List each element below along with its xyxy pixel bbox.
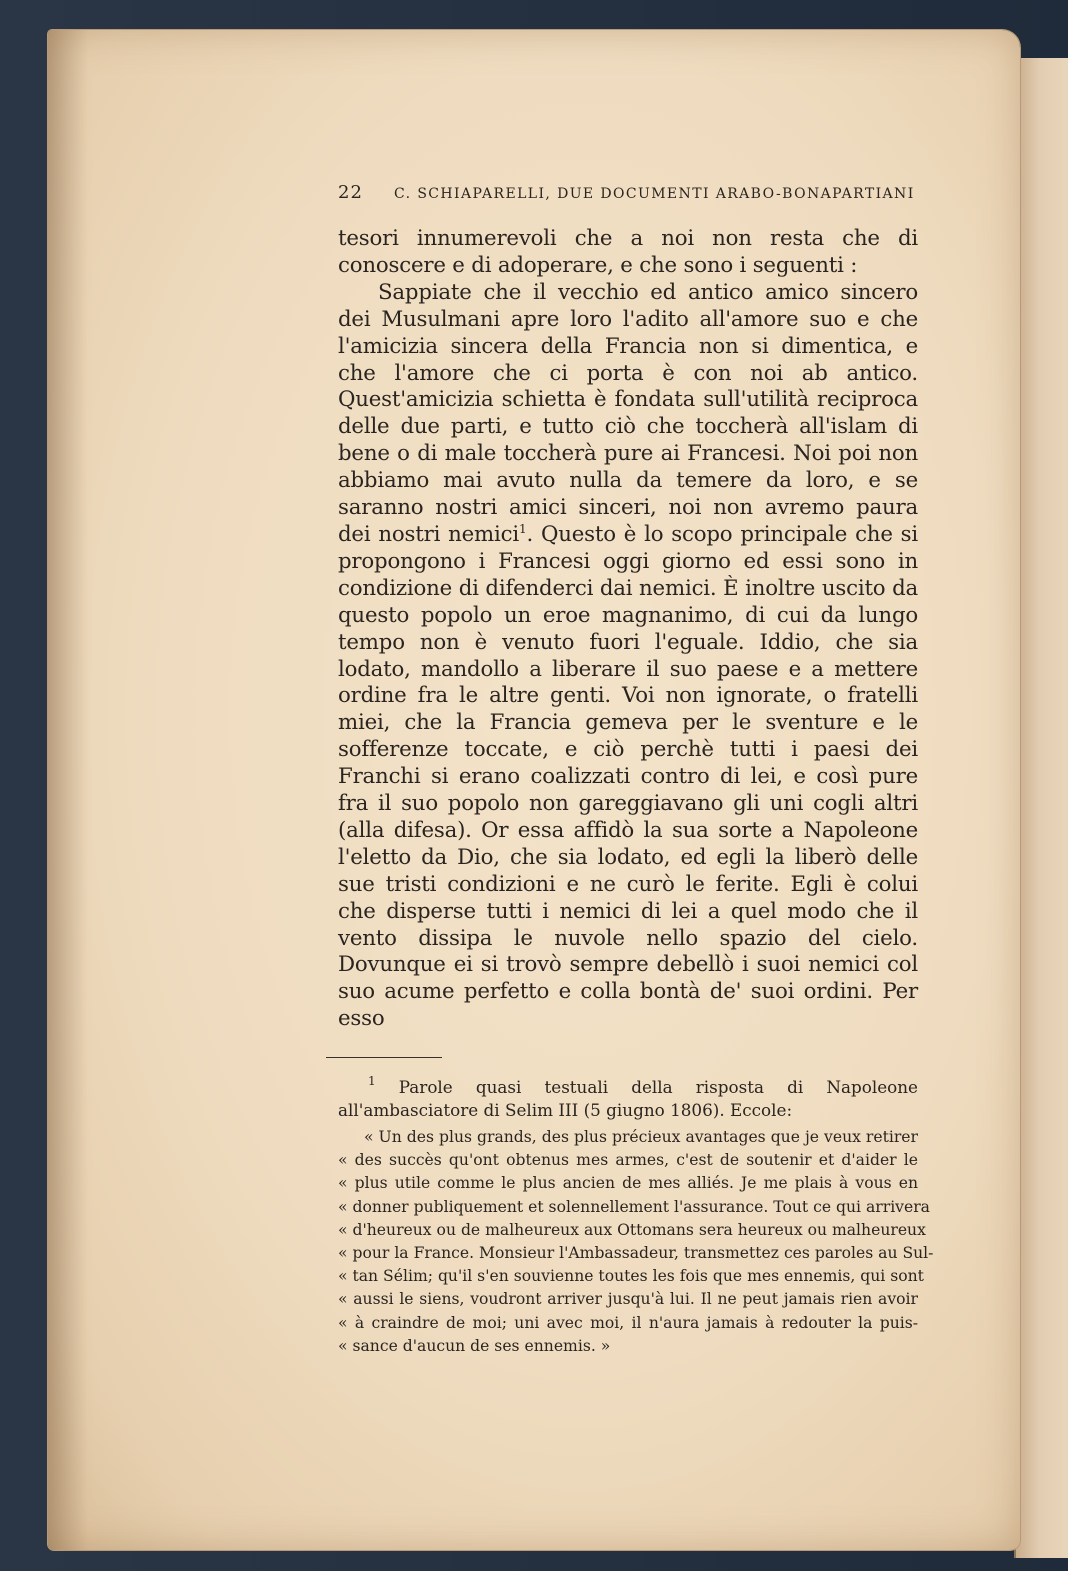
paragraph-continuation: tesori innumerevoli che a noi non resta che di conoscere e di adoperare, e che sono i seguenti : [338,226,918,278]
page-text-block [338,182,934,1358]
quote-line: « à craindre de moi; uni avec moi, il n'aura jamais à redouter la puis- [338,1313,918,1332]
running-title: C. SCHIAPARELLI, DUE DOCUMENTI ARABO-BONAPARTIANI [394,186,915,202]
footnote-marker: 1 [368,1074,376,1089]
footnote-intro [338,1076,918,1121]
quote-line: « sance d'aucun de ses ennemis. » [338,1336,611,1355]
running-head [338,182,918,216]
quote-line: « tan Sélim; qu'il s'en souvienne toutes les fois que mes ennemis, qui sont [338,1267,924,1286]
quote-line: « d'heureux ou de malheureux aux Ottomans sera heureux ou malheureux [338,1220,926,1239]
footnote-reference: 1 [519,521,527,536]
quote-line: « pour la France. Monsieur l'Ambassadeur, transmettez ces paroles au Sul- [338,1244,934,1263]
paragraph-proclamation [338,280,918,1033]
paragraph-text-part-2: . Questo è lo scopo principale che si propongono i Francesi oggi giorno ed essi sono in condizione di difenderci dai nemici. È inoltre uscito da questo popolo un eroe magnanimo, di cui da lungo tempo non è venuto fuori l'eguale. Iddio, che sia lodato, mandollo a liberare il suo paese e a mettere ordine fra le altre genti. Voi non ignorate, o fratelli miei, che la Francia gemeva per le sventure e le sofferenze toccate, e ciò perchè tutti i paesi dei Franchi si erano coalizzati contro di lei, e così pure fra il suo popolo non gareggiavano gli uni cogli altri (alla difesa). Or essa affidò la sua sorte a Napoleone l'eletto da Dio, che sia lodato, ed egli la liberò delle sue tristi condizioni e ne curò le ferite. Egli è colui che disperse tutti i nemici di lei a quel modo che il vento dissipa le nuvole nello spazio del cielo. Dovunque ei si trovò sempre debellò i suoi nemici col suo acume perfetto e colla bontà de' suoi ordini. Per esso [338,521,918,1032]
footnote-quote [338,1126,934,1358]
quote-line: « donner publiquement et solennellement l'assurance. Tout ce qui arrivera [338,1197,930,1216]
quote-line: « plus utile comme le plus ancien de mes alliés. Je me plais à vous en [338,1174,918,1193]
facing-page-edge [1014,58,1068,1558]
quote-line: « Un des plus grands, des plus précieux avantages que je veux retirer [364,1128,918,1146]
spine-shadow [48,30,88,1550]
quote-line: « aussi le siens, voudront arriver jusqu'à lui. Il ne peut jamais rien avoir [338,1290,918,1309]
footnote [338,1074,934,1358]
paragraph-text-part-1: Sappiate che il vecchio ed antico amico sincero dei Musulmani apre loro l'adito all'amore suo e che l'amicizia sincera della Francia non si dimentica, e che l'amore che ci porta è con noi ab antico. Quest'amicizia schietta è fondata sull'utilità reciproca delle due parti, e tutto ciò che toccherà all'islam di bene o di male toccherà pure ai Francesi. Noi poi non abbiamo mai avuto nulla da temere da loro, e se saranno nostri amici sinceri, noi non avremo paura dei nostri nemici [338,279,918,547]
main-text [338,226,918,1033]
footnote-intro-text: Parole quasi testuali della risposta di Napoleone all'ambasciatore di Selim III (5 giugno 1806). Eccole: [338,1077,918,1120]
footnote-separator [326,1057,442,1058]
page-number: 22 [338,182,363,203]
quote-line: « des succès qu'ont obtenus mes armes, c'est de soutenir et d'aider le [338,1151,918,1170]
